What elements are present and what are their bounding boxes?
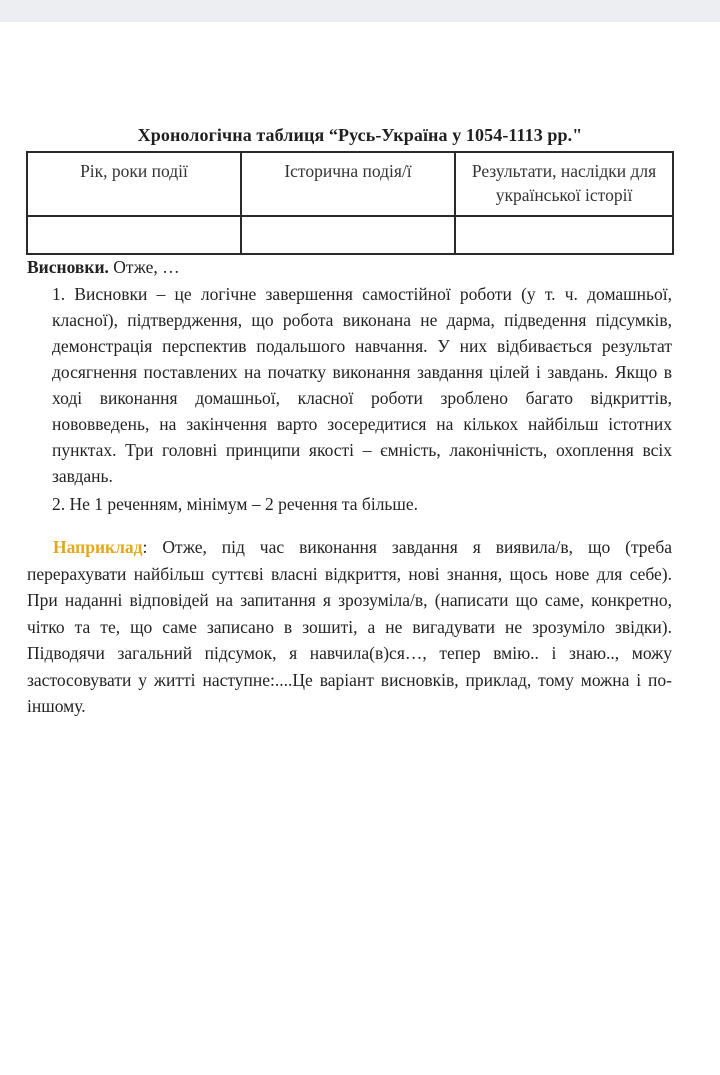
table-cell-year [27,216,241,254]
column-header-year: Рік, роки події [27,152,241,216]
table-cell-results [455,216,673,254]
example-text: : Отже, під час виконання завдання я виявила/в, що (треба перерахувати найбільш суттєві власні відкриття, нові знання, щось нове для себе). При наданні відповідей на запитання я зрозуміла/в, (написати що саме, конкретно, чітко та те, що саме записано в зошиті, а не вигадувати не зрозуміло звідки). Підводячи загальний підсумок, я навчила(в)ся…, тепер вмію.. і знаю.., можу застосовувати у житті наступне:....Це варіант висновків, приклад, тому можна і по-іншому. [27,537,672,716]
conclusions-heading [27,257,180,278]
page-title: Хронологічна таблиця “Русь-Україна у 1054-1113 рр." [137,125,583,145]
top-bar [0,0,720,22]
table-row [27,216,673,254]
conclusion-point-1: 1. Висновки – це логічне завершення самостійної роботи (у т. ч. домашньої, класної), підтвердження, що робота виконана не дарма, підведення підсумків, демонстрація перспектив подальшого навчання. У них відбивається результат досягнення поставлених на початку виконання завдання цілей і завдань. Якщо в ході виконання домашньої, класної роботи зроблено багато відкриттів, нововведень, на закінчення варто зосередитися на кількох найбільш істотних пунктах. Три головні принципи якості – ємність, лаконічність, охоплення всіх завдань. [52,284,672,486]
column-header-results: Результати, наслідки для української історії [455,152,673,216]
example-label: Наприклад [53,537,143,557]
chronology-table [26,151,674,255]
example-paragraph [27,534,672,720]
column-header-event: Історична подія/ї [241,152,455,216]
table-cell-event [241,216,455,254]
table-header-row [27,152,673,216]
conclusion-point-2: 2. Не 1 реченням, мінімум – 2 речення та більше. [52,494,419,514]
conclusions-label: Висновки. [27,257,109,277]
conclusions-text: Отже, … [108,257,180,277]
document-page [0,22,720,1075]
